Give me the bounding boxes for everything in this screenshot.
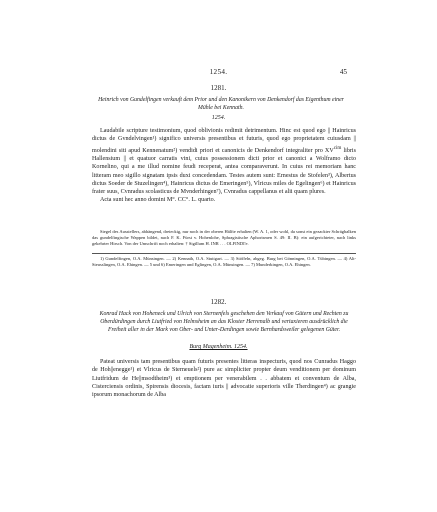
place-footnotes: 1) Gundelfingen, O.A. Münsingen. — 2) Kennath, O.A. Stuttgart. — 3) Stöffeln, abgeg. Burg bei Gönningen, O.A. Tübingen. — 4) Alt-Steusslingen, O.A. Ehingen. — 5 und 6) Emeringen und Eglingen, O.A. Münsingen. — 7) Munderkingen, O.A. Ehingen. [92, 256, 356, 268]
document-1282-text [92, 358, 356, 399]
document-1282-paragraph: Pateat universis tam presentibus quam futuris presentes litteras inspecturis, quod nos Cunradus Haggo de Hoh||enegge¹) et Vlricus de Sterneuels²) pure ac simpliciter propter deum venditionem per dominum Liutfridum de He||msodtheim³) et emptionem per venerabilem . . abbatem et conventum de Alba, Cisterciensis ordinis, Spirensis diocesis, factam iuris || advocatie superioris ville Therdingen⁴) ac grangie ipsorum monachorum de Alba [92, 359, 356, 399]
document-1282-dateline: Burg Magenheim. 1254. [189, 344, 248, 350]
document-1282-regest: Konrad Hack von Hoheneck und Ulrich von Sternenfels geschehen den Verkauf von Gütern und Rechten zu Oberdürdingen durch Liutfried von Helmsheim an das Kloster Herrenalb und vertaxieren ausdrücklich die Freiheit aller in der Mark von Ober- und Unter-Derdingen sowie Bernhardsweiler gelegenen Güter. [99, 311, 349, 334]
footnote-separator [92, 253, 356, 254]
document-1281-closing: Acta sunt hec anno domini M°. CC°. L. quarto. [100, 197, 216, 204]
document-1281-notes [92, 229, 356, 247]
document-number-1282: 1282. [210, 298, 227, 306]
document-number-1281: 1281. [210, 84, 227, 92]
document-1281-text [92, 127, 356, 205]
document-1281-paragraph: Laudabile scripture testimonium, quod oblivionis redimit detrimentum. Hinc est quod ego || Hainricus dictus de Gvndelvingen¹) significo universis presentibus et futuris, quod ego proprietatem cuiusdam || molendini siti apud Kennenatum²) vendidi priori et canonicis de Denkendorf integraliter pro $XV^{cim}$ libris Hallensium || et quatuor carratis vini, cuius possessionem dicti prior et canonici a Wolframo dicto Kornelino, qui a me illud nomine feudi receperat, antea comparaverunt. In cuius rei memoriam hanc litteram meo sigillo signatam ipsis duxi concedendam. Testes autem sunt: Ernestus de Stofelen³), Albertus dictus Soeder de Stuzelingen⁴), Hainricus dictus de Emeringen⁵), Vlricus miles de Egelingen⁶) et Hainricus frater suus, Cvnradus scolasticus de Mvnderhingen⁷), Cvnradus cappellanus et alii quam plures. [92, 128, 356, 196]
seal-description-note: Siegel des Ausstellers, abhängend, dreieckig, nur noch in der oberen Hälfte erhalten (W. A. 1, oder wohl, da sonst ein gezackter Schrägbalken das gundelfingische Wappen bildet, nach F. K. Fürst v. Hohenlohe, Sphragistische Aphorismen S. 49: II. B): ein aufgerichteter, nach links gekehrter Hirsch. Von der Umschrift noch erhalten: † Sigillum H. INR . . . OLFINDI'e. [92, 229, 356, 247]
running-header-year: 1254. [209, 68, 228, 76]
document-1281-dateline: 1254. [211, 115, 226, 121]
document-1281-regest: Heinrich von Gundelfingen verkauft dem Prior und den Kanonikern von Denkendorf das Eigenthum einer Mühle bei Kennath. [98, 97, 344, 112]
page-number: 45 [339, 68, 347, 76]
running-header [0, 68, 437, 78]
document-1281-footnotes [92, 256, 356, 268]
